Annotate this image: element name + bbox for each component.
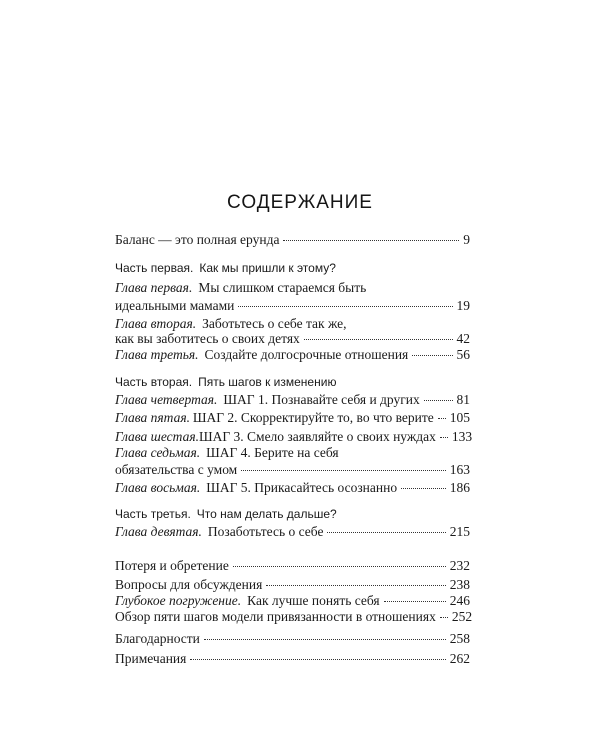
entry-title: Обзор пяти шагов модели привязанности в отношениях [115,609,436,624]
page-number: 9 [463,232,470,247]
page-number: 186 [449,480,470,495]
page-number: 56 [456,347,470,362]
page-number: 81 [456,392,470,407]
part-label: Часть вторая. [115,375,193,389]
toc-entry-loss-and-gain[interactable] [115,557,470,574]
toc-entry-chapter-9[interactable] [115,523,470,540]
toc-entry-notes[interactable] [115,650,470,667]
dot-leader [233,566,446,567]
chapter-label: Глава вторая. [115,316,197,331]
dot-leader [440,617,448,618]
toc-entry-chapter-2-line-2[interactable] [115,330,470,347]
toc-entry-chapter-6[interactable] [115,428,473,445]
toc-entry-chapter-5[interactable] [115,409,470,426]
toc-entry-acknowledgements[interactable] [115,630,470,647]
page-title: СОДЕРЖАНИЕ [227,192,373,213]
entry-title: Позаботьтесь о себе [207,524,324,539]
dot-leader [304,339,453,340]
entry-title: Создайте долгосрочные отношения [204,347,409,362]
dot-leader [204,639,446,640]
toc-entry-chapter-3[interactable] [115,346,470,363]
page-number: 19 [456,298,470,313]
toc-entry-chapter-7-line-2[interactable] [115,461,470,478]
toc-entry-chapter-7-line-1[interactable] [115,444,470,461]
chapter-label: Глава шестая. [115,429,199,444]
entry-title-continued: идеальными мамами [115,298,235,313]
page-number: 252 [451,609,473,624]
chapter-label: Глава седьмая. [115,445,201,460]
part-title: Что нам делать дальше? [196,507,337,521]
part-title: Пять шагов к изменению [198,375,337,389]
entry-title-continued: обязательства с умом [115,462,238,477]
dot-leader [412,355,452,356]
entry-title: Как лучше понять себя [247,593,380,608]
entry-title: Примечания [115,651,187,666]
chapter-label: Глава восьмая. [115,480,201,495]
dot-leader [283,240,459,241]
dot-leader [190,659,445,660]
page-number: 246 [449,593,470,608]
toc-entry-five-steps-review[interactable] [115,608,473,625]
chapter-label: Глава пятая. [115,410,190,425]
toc-entry-chapter-1-line-2[interactable] [115,297,470,314]
entry-title: ШАГ 5. Прикасайтесь осознанно [206,480,398,495]
part-three-heading [115,506,470,523]
page-number: 105 [449,410,470,425]
page-number: 215 [449,524,470,539]
toc-entry-deep-dive[interactable] [115,592,470,609]
entry-title: ШАГ 2. Скорректируйте то, во что верите [192,410,434,425]
chapter-label: Глава четвертая. [115,392,218,407]
page-number: 163 [449,462,470,477]
entry-title: Благодарности [115,631,200,646]
entry-title: Потеря и обретение [115,558,229,573]
section-label: Глубокое погружение. [115,593,242,608]
page-number: 258 [449,631,470,646]
page-number: 238 [449,577,470,592]
part-label: Часть третья. [115,507,191,521]
dot-leader [384,601,446,602]
entry-title: Мы слишком стараемся быть [198,280,367,295]
entry-title-continued: как вы заботитесь о своих детях [115,331,300,346]
entry-title: Заботьтесь о себе так же, [202,316,347,331]
dot-leader [440,437,448,438]
entry-title: ШАГ 4. Берите на себя [206,445,339,460]
toc-entry-chapter-1-line-1[interactable] [115,279,470,296]
dot-leader [401,488,446,489]
entry-title: ШАГ 3. Смело заявляйте о своих нуждах [198,429,436,444]
toc-entry-chapter-4[interactable] [115,391,470,408]
dot-leader [327,532,445,533]
page-number: 232 [449,558,470,573]
page-number: 262 [449,651,470,666]
entry-title: Вопросы для обсуждения [115,577,263,592]
dot-leader [266,585,445,586]
toc-entry-discussion-questions[interactable] [115,576,470,593]
dot-leader [438,418,446,419]
entry-title: Баланс — это полная ерунда [115,232,280,247]
dot-leader [238,306,452,307]
dot-leader [241,470,446,471]
entry-title: ШАГ 1. Познавайте себя и других [223,392,420,407]
toc-entry-intro[interactable] [115,231,470,248]
part-two-heading [115,374,470,391]
dot-leader [424,400,453,401]
page-number: 133 [451,429,473,444]
chapter-label: Глава девятая. [115,524,202,539]
page-number: 42 [456,331,470,346]
part-one-heading [115,260,470,277]
toc-entry-chapter-8[interactable] [115,479,470,496]
part-title: Как мы пришли к этому? [199,261,336,275]
chapter-label: Глава первая. [115,280,193,295]
chapter-label: Глава третья. [115,347,199,362]
part-label: Часть первая. [115,261,194,275]
